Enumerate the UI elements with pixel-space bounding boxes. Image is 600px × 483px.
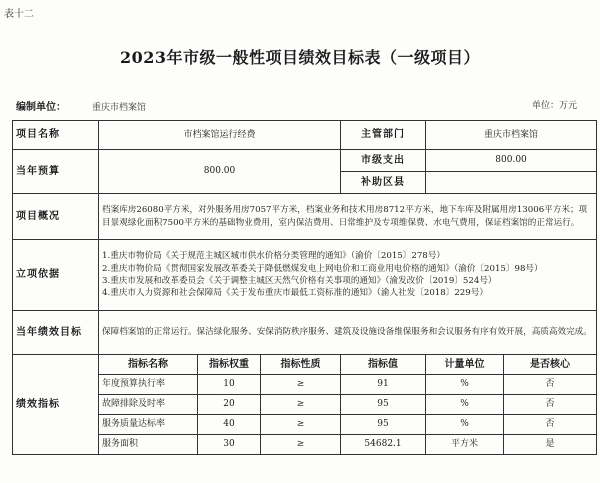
indicators-label: 绩效指标 bbox=[13, 355, 99, 455]
header-indicator-unit: 计量单位 bbox=[426, 355, 504, 375]
indicator-unit: % bbox=[426, 375, 504, 395]
header-indicator-weight: 指标权重 bbox=[198, 355, 261, 375]
indicator-nature: ≥ bbox=[261, 435, 341, 455]
budget-label: 当年预算 bbox=[13, 150, 99, 194]
basis-item: 2.重庆市物价局《贯彻国家发展改革委关于降低燃煤发电上网电价和工商业用电价格的通知》（渝价〔2015〕98号） bbox=[102, 263, 543, 274]
project-name-value: 市档案馆运行经费 bbox=[99, 121, 341, 150]
basis-row bbox=[13, 240, 597, 311]
district-subsidy-label: 补助区县 bbox=[341, 172, 426, 194]
indicator-name: 年度预算执行率 bbox=[99, 375, 198, 395]
goal-text: 保障档案馆的正常运行。保洁绿化服务、安保消防秩序服务、建筑及设施设备维保服务和会议服务有序有效开展，高质高效完成。 bbox=[99, 311, 597, 355]
indicator-row bbox=[13, 395, 597, 415]
unit-label: 单位：万元 bbox=[532, 101, 578, 111]
basis-item: 3.重庆市发展和改革委员会《关于调整主城区天然气价格有关事项的通知》（渝发改价〔2019〕524号） bbox=[102, 276, 497, 286]
project-name-label: 项目名称 bbox=[13, 121, 99, 150]
indicator-value: 91 bbox=[341, 375, 426, 395]
goal-label: 当年绩效目标 bbox=[13, 311, 99, 355]
compiling-unit bbox=[16, 98, 146, 113]
overview-label: 项目概况 bbox=[13, 194, 99, 240]
header-indicator-core: 是否核心 bbox=[504, 355, 597, 375]
indicator-name: 服务质量达标率 bbox=[99, 415, 198, 435]
indicator-core: 是 bbox=[504, 435, 597, 455]
indicator-name: 故障排除及时率 bbox=[99, 395, 198, 415]
indicator-row bbox=[13, 375, 597, 395]
dept-value: 重庆市档案馆 bbox=[426, 121, 597, 150]
basis-list bbox=[99, 240, 597, 311]
header-indicator-nature: 指标性质 bbox=[261, 355, 341, 375]
basis-item: 4.重庆市人力资源和社会保障局《关于发布重庆市最低工资标准的通知》（渝人社发〔2018〕229号） bbox=[102, 288, 488, 299]
budget-row bbox=[13, 150, 597, 172]
indicator-nature: ≥ bbox=[261, 375, 341, 395]
indicator-core: 否 bbox=[504, 395, 597, 415]
district-subsidy-value bbox=[426, 172, 597, 194]
indicator-unit: % bbox=[426, 395, 504, 415]
overview-text: 档案库房26080平方米，对外服务用房7057平方米，档案业务和技术用房8712平方米，地下车库及附属用房13006平方米；项目景观绿化面积7500平方米的基础物业费用，室内保洁费用、日常维护及专项维保费、水电气费用，保证档案馆的正常运行。 bbox=[99, 194, 597, 240]
header-indicator-value: 指标值 bbox=[341, 355, 426, 375]
indicator-weight: 10 bbox=[198, 375, 261, 395]
budget-value: 800.00 bbox=[99, 150, 341, 194]
indicator-nature: ≥ bbox=[261, 395, 341, 415]
goal-row bbox=[13, 311, 597, 355]
compiling-unit-value: 重庆市档案馆 bbox=[92, 103, 147, 113]
indicator-value: 95 bbox=[341, 395, 426, 415]
performance-goal-table bbox=[12, 120, 597, 455]
indicator-name: 服务面积 bbox=[99, 435, 198, 455]
project-name-row bbox=[13, 121, 597, 150]
indicator-core: 否 bbox=[504, 415, 597, 435]
indicator-row bbox=[13, 435, 597, 455]
basis-label: 立项依据 bbox=[13, 240, 99, 311]
city-expense-value: 800.00 bbox=[426, 150, 597, 172]
indicator-unit: 平方米 bbox=[426, 435, 504, 455]
indicator-unit: % bbox=[426, 415, 504, 435]
dept-label: 主管部门 bbox=[341, 121, 426, 150]
city-expense-label: 市级支出 bbox=[341, 150, 426, 172]
indicator-value: 54682.1 bbox=[341, 435, 426, 455]
indicator-weight: 20 bbox=[198, 395, 261, 415]
indicator-core: 否 bbox=[504, 375, 597, 395]
indicator-row bbox=[13, 415, 597, 435]
compiling-unit-label: 编制单位： bbox=[16, 102, 66, 113]
basis-item: 1.重庆市物价局《关于规范主城区城市供水价格分类管理的通知》（渝价〔2015〕278号） bbox=[102, 251, 445, 262]
indicator-header-row bbox=[13, 355, 597, 375]
overview-row bbox=[13, 194, 597, 240]
header-indicator-name: 指标名称 bbox=[99, 355, 198, 375]
table-number-label: 表十二 bbox=[4, 9, 34, 20]
indicator-weight: 30 bbox=[198, 435, 261, 455]
page-title: 2023年市级一般性项目绩效目标表（一级项目） bbox=[119, 48, 481, 67]
indicator-nature: ≥ bbox=[261, 415, 341, 435]
indicator-value: 95 bbox=[341, 415, 426, 435]
indicator-weight: 40 bbox=[198, 415, 261, 435]
